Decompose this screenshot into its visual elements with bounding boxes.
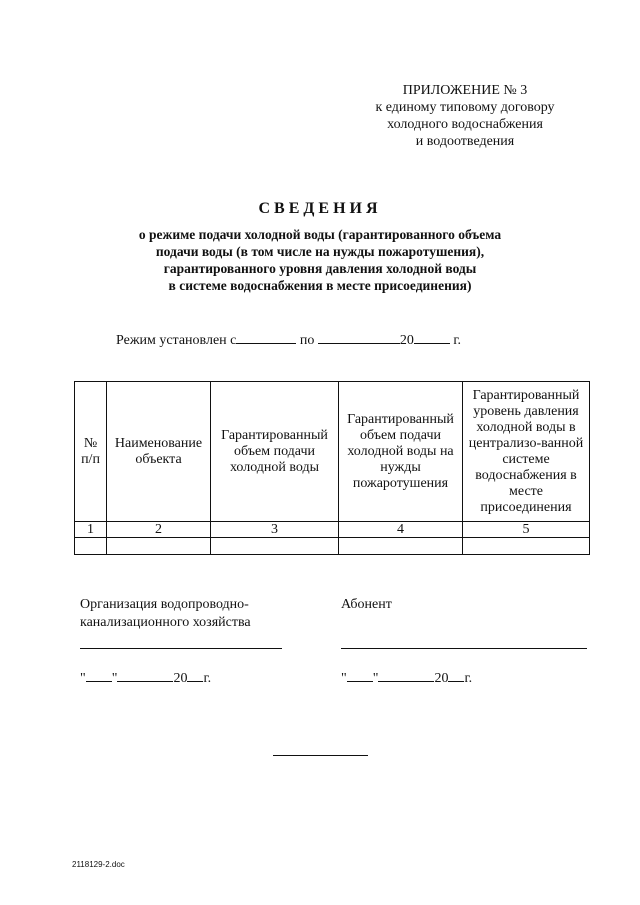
closing-divider	[273, 755, 368, 756]
sub-date-year-blank[interactable]	[448, 669, 464, 682]
header-fire-volume: Гарантированный объем подачи холодной воды на нужды пожаротушения	[339, 382, 463, 522]
table-cell[interactable]	[75, 538, 107, 555]
org-label-line-1: Организация водопроводно-	[80, 597, 249, 612]
header-guaranteed-volume: Гарантированный объем подачи холодной воды	[211, 382, 339, 522]
appendix-header	[360, 82, 570, 150]
regime-table	[74, 381, 590, 555]
regime-year-prefix: 20	[399, 333, 414, 348]
column-number-2: 2	[107, 522, 211, 538]
file-name-footer: 2118129-2.doc	[72, 860, 125, 869]
header-pressure-level: Гарантированный уровень давления холодной воды в централизо-ванной системе водоснабжения в месте присоединения	[463, 382, 590, 522]
subtitle-line-3: гарантированного уровня давления холодной воды	[163, 261, 477, 276]
sub-date-month-blank[interactable]	[378, 669, 434, 682]
sub-date-open-quote: "	[341, 671, 347, 686]
org-date-open-quote: "	[80, 671, 86, 686]
subtitle-line-2: подачи воды (в том числе на нужды пожаротушения),	[155, 244, 485, 259]
regime-prefix: Режим установлен с	[116, 333, 237, 348]
org-date-line	[80, 669, 211, 687]
document-title: СВЕДЕНИЯ	[258, 200, 382, 217]
column-number-1: 1	[75, 522, 107, 538]
org-date-close-quote: "	[111, 671, 118, 686]
subtitle-line-1: о режиме подачи холодной воды (гарантированного объема	[138, 227, 502, 242]
subscriber-label: Абонент	[341, 597, 392, 612]
table-cell[interactable]	[339, 538, 463, 555]
appendix-number: ПРИЛОЖЕНИЕ № 3	[402, 83, 528, 98]
table-column-numbers-row	[75, 522, 590, 538]
column-number-4: 4	[339, 522, 463, 538]
org-date-year-prefix: 20	[173, 671, 188, 686]
org-date-month-blank[interactable]	[117, 669, 173, 682]
regime-po: по	[299, 333, 315, 348]
header-number: № п/п	[75, 382, 107, 522]
table-cell[interactable]	[463, 538, 590, 555]
sub-date-suffix: г.	[464, 671, 473, 686]
org-label-line-2: канализационного хозяйства	[80, 615, 251, 630]
table-header-row	[75, 382, 590, 522]
subscriber-signature-line[interactable]	[341, 648, 587, 649]
table-row	[75, 538, 590, 555]
org-date-suffix: г.	[203, 671, 212, 686]
table-cell[interactable]	[107, 538, 211, 555]
regime-to-blank[interactable]	[318, 331, 400, 344]
sub-date-year-prefix: 20	[434, 671, 449, 686]
appendix-line-4: и водоотведения	[415, 134, 515, 149]
appendix-line-3: холодного водоснабжения	[387, 117, 543, 132]
document-subtitle	[80, 226, 560, 294]
org-date-day-blank[interactable]	[86, 669, 112, 682]
appendix-line-2: к единому типовому договору	[375, 100, 555, 115]
header-object-name: Наименование объекта	[107, 382, 211, 522]
column-number-3: 3	[211, 522, 339, 538]
sub-date-day-blank[interactable]	[347, 669, 373, 682]
org-signature-label	[80, 596, 251, 632]
subscriber-date-line	[341, 669, 472, 687]
subtitle-line-4: в системе водоснабжения в месте присоединения)	[168, 278, 472, 293]
org-signature-line[interactable]	[80, 648, 282, 649]
org-date-year-blank[interactable]	[187, 669, 203, 682]
column-number-5: 5	[463, 522, 590, 538]
regime-year-blank[interactable]	[414, 331, 450, 344]
table-cell[interactable]	[211, 538, 339, 555]
regime-year-suffix: г.	[453, 333, 462, 348]
sub-date-close-quote: "	[372, 671, 379, 686]
regime-line	[116, 331, 461, 349]
regime-from-blank[interactable]	[236, 331, 296, 344]
